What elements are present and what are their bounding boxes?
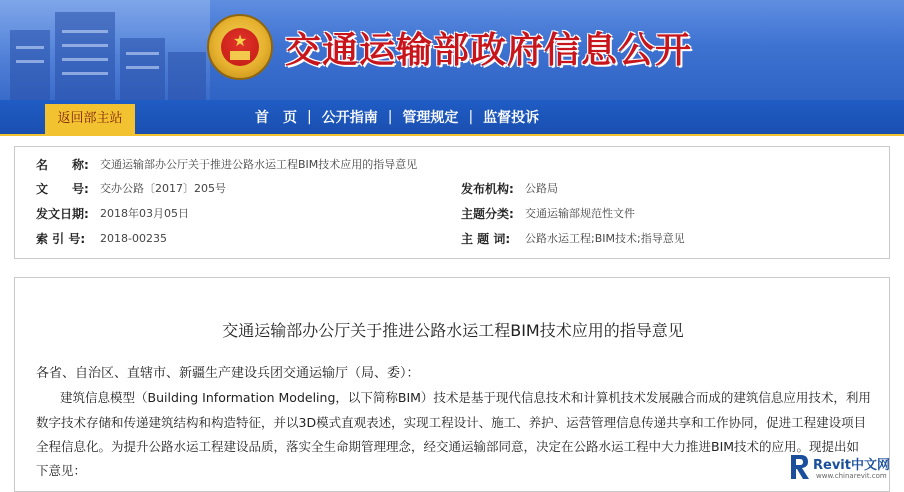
national-emblem-icon: ★ xyxy=(207,14,273,80)
article-addressee: 各省、自治区、直辖市、新疆生产建设兵团交通运输厅（局、委）： xyxy=(36,366,420,381)
body-line: 下意见： xyxy=(36,463,87,478)
index-label: 索 引 号: xyxy=(36,232,86,246)
body-line: 全程信息化。为提升公路水运工程建设品质，落实全生命期管理理念，经交通运输部同意，决定在公路水运工程中大力推进BIM技术的应用。现提出如 xyxy=(36,439,860,454)
nav-separator: | xyxy=(307,109,312,125)
category-label: 主题分类: xyxy=(461,207,514,221)
date-label: 发文日期: xyxy=(36,207,89,221)
meta-row-name xyxy=(15,155,891,175)
publisher-label: 发布机构: xyxy=(461,182,514,196)
meta-row-docno xyxy=(15,179,891,199)
header-banner xyxy=(0,0,904,100)
meta-row-index xyxy=(15,229,891,249)
revit-logo-icon xyxy=(789,453,811,481)
nav-item-home[interactable]: 首 页 xyxy=(255,110,297,126)
doc-no-label: 文 号: xyxy=(36,182,89,196)
revit-watermark xyxy=(789,451,904,487)
body-line: 数字技术存储和传递建筑结构和构造特征，并以3D模式直观表述，实现工程设计、施工、养护、运营管理信息传递共享和工作协同，促进工程建设项目 xyxy=(36,415,867,430)
nav-separator: | xyxy=(387,109,393,125)
body-line: 建筑信息模型（Building Information Modeling，以下简称BIM）技术是基于现代信息技术和计算机技术发展融合而成的建筑信息应用技术，利用 xyxy=(60,390,871,405)
nav-separator: | xyxy=(468,109,474,125)
nav-item-guide[interactable]: 公开指南 xyxy=(321,110,378,126)
nav-item-regulations[interactable]: 管理规定 xyxy=(402,110,459,126)
building-skyline xyxy=(0,0,210,100)
date-value: 2018年03月05日 xyxy=(100,207,189,220)
publisher-value: 公路局 xyxy=(525,182,558,195)
keywords-label: 主 题 词: xyxy=(461,232,511,246)
meta-row-date xyxy=(15,204,891,224)
site-title: 交通运输部政府信息公开 xyxy=(285,29,693,71)
keywords-value: 公路水运工程;BIM技术;指导意见 xyxy=(525,232,685,245)
name-label: 名 称: xyxy=(36,158,89,172)
name-value: 交通运输部办公厅关于推进公路水运工程BIM技术应用的指导意见 xyxy=(100,158,418,171)
main-nav xyxy=(0,100,904,136)
index-value: 2018-00235 xyxy=(100,232,167,245)
category-value: 交通运输部规范性文件 xyxy=(525,207,635,220)
watermark-url: www.chinarevit.com xyxy=(816,472,887,480)
article-title: 交通运输部办公厅关于推进公路水运工程BIM技术应用的指导意见 xyxy=(222,321,684,340)
return-home-link[interactable]: 返回部主站 xyxy=(45,104,135,134)
watermark-brand: Revit中文网 xyxy=(813,458,890,473)
nav-item-complaints[interactable]: 监督投诉 xyxy=(483,110,540,126)
nav-links xyxy=(245,100,549,134)
article-content xyxy=(14,277,890,492)
document-metadata xyxy=(14,146,890,259)
doc-no-value: 交办公路〔2017〕205号 xyxy=(100,182,226,195)
